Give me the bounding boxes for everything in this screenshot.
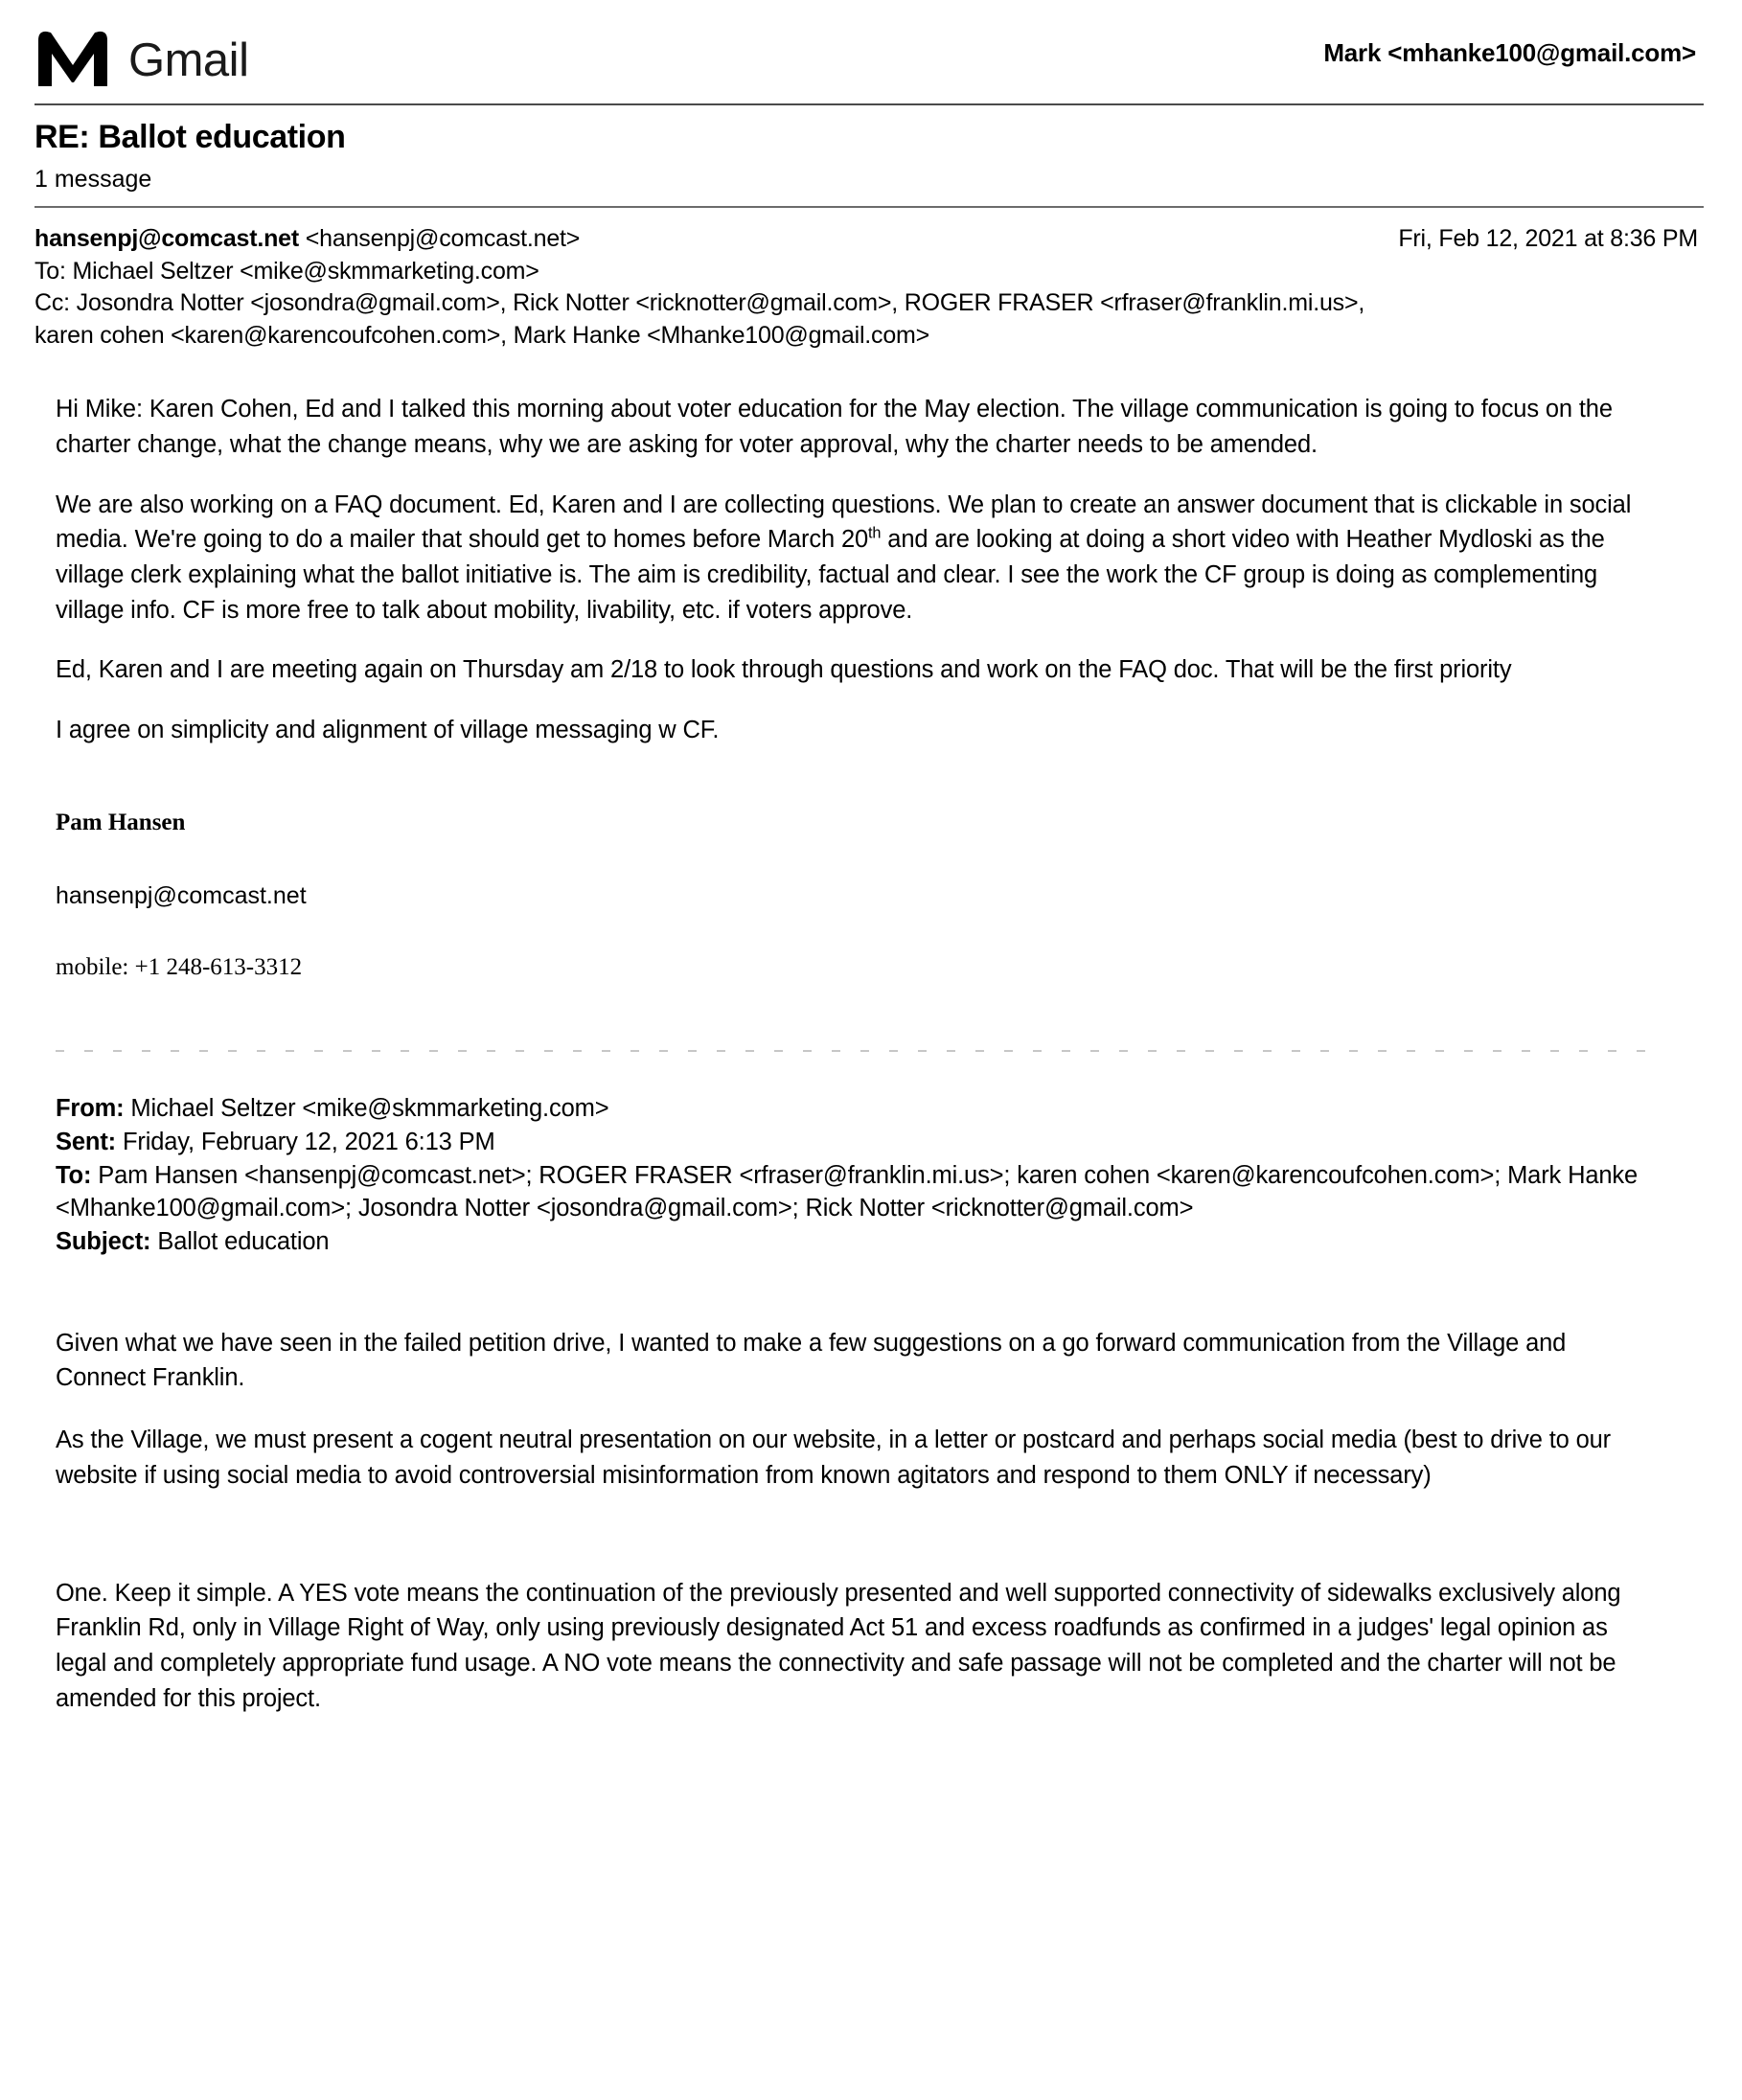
paragraph-2-part-2: and are looking at doing a short video with Heather Mydloski as the village clerk explaining what the ballot initiative is. The aim is credibility, factual and clear. I see the work the CF group is doing as complementing village info. CF is more free to talk about mobility, livability, etc. if voters approve. (56, 526, 1605, 624)
to-line: To: Michael Seltzer <mike@skmmarketing.com> (34, 257, 539, 285)
quoted-from-value: Michael Seltzer <mike@skmmarketing.com> (124, 1095, 609, 1123)
cc-line-1: Cc: Josondra Notter <josondra@gmail.com>, Rick Notter <ricknotter@gmail.com>, ROGER FRASER <rfraser@franklin.mi.us>, (34, 289, 1365, 317)
body-paragraph-4: I agree on simplicity and alignment of village messaging w CF. (56, 717, 720, 744)
quoted-subject-line (56, 1225, 1656, 1259)
quoted-sent-label: Sent: (56, 1129, 117, 1156)
subject-block (34, 105, 1704, 206)
masthead (34, 0, 1704, 103)
quoted-subject-value: Ballot education (150, 1228, 330, 1256)
sender-name: hansenpj@comcast.net (34, 225, 300, 253)
body-paragraph-1: Hi Mike: Karen Cohen, Ed and I talked this morning about voter education for the May election. The village communication is going to focus on the charter change, what the change means, why we are asking for voter approval, why the charter needs to be amended. (56, 396, 1613, 458)
quoted-from-label: From: (56, 1095, 125, 1123)
gmail-m-logo-icon (34, 29, 111, 88)
quoted-from-line (56, 1092, 1656, 1126)
gmail-wordmark: Gmail (128, 34, 249, 86)
signature-block (34, 748, 1704, 984)
paragraph-2-part-1: We are also working on a FAQ document. Ed, Karen and I are collecting questions. We plan to create an answer document that is clickable in social media. We're going to do a mailer that should get to homes before March 20 (56, 491, 1632, 554)
message-date: Fri, Feb 12, 2021 at 8:36 PM (1398, 225, 1698, 253)
message-headers (34, 208, 1704, 352)
sender-address: <hansenpj@comcast.net> (299, 225, 581, 253)
ordinal-suffix: th (868, 524, 882, 542)
quoted-sent-value: Friday, February 12, 2021 6:13 PM (116, 1129, 495, 1156)
thread-subject: RE: Ballot education (34, 119, 346, 155)
quoted-to-label: To: (56, 1161, 92, 1189)
body-paragraph-3: Ed, Karen and I are meeting again on Thursday am 2/18 to look through questions and work on the FAQ doc. That will be the first priority (56, 656, 1512, 684)
message-body (34, 352, 1704, 748)
body-paragraph-2 (56, 488, 1646, 628)
quoted-sent-line (56, 1126, 1656, 1159)
signature-mobile: mobile: +1 248-613-3312 (56, 953, 303, 980)
quoted-paragraph-2: As the Village, we must present a cogent neutral presentation on our website, in a letter or postcard and perhaps social media (best to drive to our website if using social media to avoid controversial misinformation from known agitators and respond to them ONLY if necessary) (56, 1427, 1612, 1489)
quoted-subject-label: Subject: (56, 1228, 151, 1256)
sender (34, 223, 580, 256)
signature-email: hansenpj@comcast.net (56, 882, 307, 910)
quoted-to-line (56, 1159, 1656, 1225)
message-count: 1 message (34, 166, 152, 194)
from-row (34, 223, 1704, 256)
signature-name: Pam Hansen (56, 809, 186, 835)
gmail-brand (34, 29, 248, 88)
account-identity: Mark <mhanke100@gmail.com> (1323, 37, 1696, 67)
quoted-paragraph-3: One. Keep it simple. A YES vote means the continuation of the previously presented and well supported connectivity of sidewalks exclusively along Franklin Rd, only in Village Right of Way, only using previously designated Act 51 and excess roadfunds as confirmed in a judges' legal opinion as legal and completely appropriate fund usage. A NO vote means the connectivity and safe passage will not be completed and the charter will not be amended for this project. (56, 1579, 1621, 1712)
cc-line-2: karen cohen <karen@karencoufcohen.com>, Mark Hanke <Mhanke100@gmail.com> (34, 321, 930, 349)
quoted-body-spacer (56, 1520, 1704, 1576)
quoted-to-value: Pam Hansen <hansenpj@comcast.net>; ROGER FRASER <rfraser@franklin.mi.us>; karen cohen <karen@karencoufcohen.com>; Mark Hanke <Mhanke100@gmail.com>; Josondra Notter <josondra@gmail.com>; Rick Notter <ricknotter@gmail.com> (56, 1161, 1639, 1222)
quoted-paragraph-1: Given what we have seen in the failed petition drive, I wanted to make a few suggestions on a go forward communication from the Village and Connect Franklin. (56, 1329, 1567, 1392)
quoted-message-body (34, 1259, 1704, 1717)
quoted-message-headers (34, 1052, 1704, 1258)
